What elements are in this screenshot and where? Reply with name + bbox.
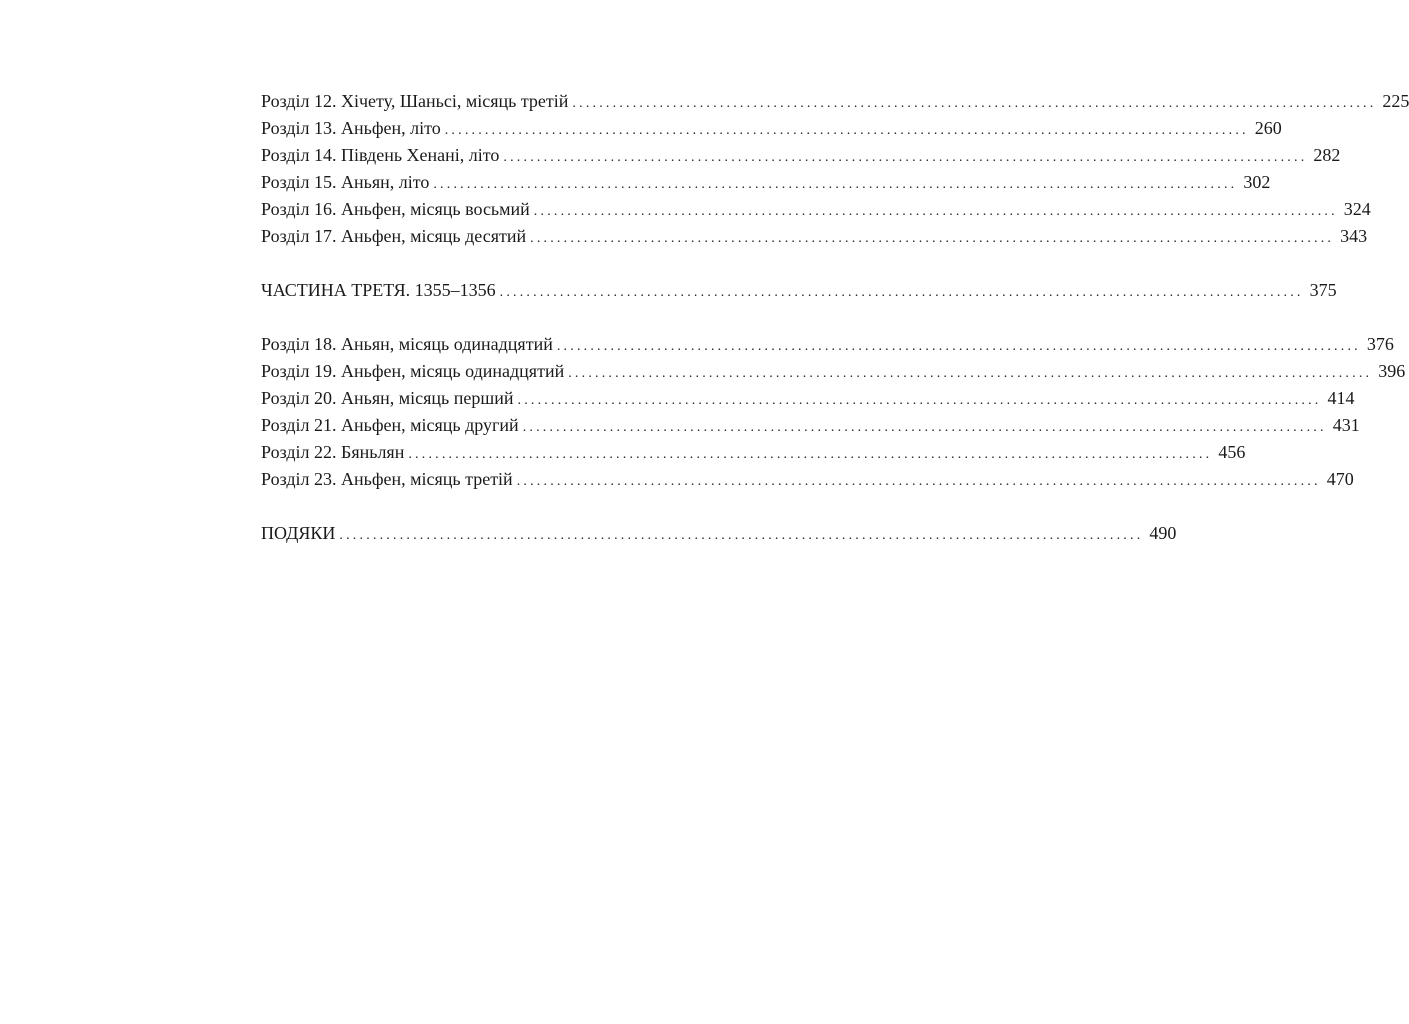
toc-entry (261, 223, 1368, 250)
toc-entry-page: 282 (1313, 145, 1341, 165)
toc-entry-title: Розділ 17. Аньфен, місяць десятий (261, 226, 527, 246)
toc-entry-page: 470 (1326, 469, 1354, 489)
toc-entry-page: 431 (1332, 415, 1360, 435)
toc-entry-page: 324 (1343, 199, 1371, 219)
toc-entry-title: Розділ 18. Аньян, місяць одинадцятий (261, 334, 553, 354)
dot-leader: ........................................................................................................................ (433, 177, 1238, 192)
toc-entry-page: 225 (1382, 91, 1409, 111)
dot-leader: ........................................................................................................................ (572, 96, 1377, 111)
toc-entry (261, 439, 1246, 466)
toc-entry (261, 142, 1341, 169)
toc-entry-title: Розділ 14. Південь Хенані, літо (261, 145, 500, 165)
dot-leader: ........................................................................................................................ (530, 231, 1335, 246)
toc-acknowledgements (261, 520, 1177, 547)
toc-entry-page: 396 (1378, 361, 1406, 381)
toc-entry-page: 414 (1327, 388, 1355, 408)
toc-entry-title: Розділ 16. Аньфен, місяць восьмий (261, 199, 530, 219)
dot-leader: ........................................................................................................................ (516, 474, 1321, 489)
toc-entry-page: 490 (1149, 523, 1177, 543)
toc-group (261, 331, 1406, 493)
toc-group (261, 277, 1337, 304)
toc-entry-title: Розділ 23. Аньфен, місяць третій (261, 469, 513, 489)
toc-entry-page: 375 (1309, 280, 1337, 300)
toc-entry-title: Розділ 19. Аньфен, місяць одинадцятий (261, 361, 565, 381)
toc-entry (261, 358, 1406, 385)
toc-entry (261, 196, 1371, 223)
toc-entry-title: Розділ 15. Аньян, літо (261, 172, 430, 192)
toc-entry (261, 466, 1354, 493)
toc-entry-page: 343 (1340, 226, 1368, 246)
dot-leader: ........................................................................................................................ (568, 366, 1373, 381)
toc-entry-page: 260 (1254, 118, 1282, 138)
toc-entry-title: ЧАСТИНА ТРЕТЯ. 1355–1356 (261, 280, 496, 300)
toc-entry (261, 169, 1271, 196)
toc-entry-page: 302 (1243, 172, 1271, 192)
toc-entry-title: Розділ 13. Аньфен, літо (261, 118, 441, 138)
dot-leader: ........................................................................................................................ (499, 285, 1304, 300)
dot-leader: ........................................................................................................................ (408, 447, 1213, 462)
toc-entry-page: 456 (1218, 442, 1246, 462)
dot-leader: ........................................................................................................................ (522, 420, 1327, 435)
toc-entry (261, 88, 1409, 115)
dot-leader: ........................................................................................................................ (556, 339, 1361, 354)
toc-entry-title: ПОДЯКИ (261, 523, 336, 543)
toc-entry (261, 115, 1282, 142)
dot-leader: ........................................................................................................................ (339, 528, 1144, 543)
toc-entry-title: Розділ 22. Бяньлян (261, 442, 405, 462)
toc-group (261, 88, 1409, 250)
dot-leader: ........................................................................................................................ (517, 393, 1322, 408)
toc-entry (261, 412, 1360, 439)
toc-entry-title: Розділ 12. Хічету, Шаньсі, місяць третій (261, 91, 569, 111)
toc-entry-title: Розділ 21. Аньфен, місяць другий (261, 415, 519, 435)
dot-leader: ........................................................................................................................ (503, 150, 1308, 165)
toc-entry (261, 385, 1355, 412)
toc-entry-title: Розділ 20. Аньян, місяць перший (261, 388, 514, 408)
toc-part-heading (261, 277, 1337, 304)
toc-entry (261, 331, 1394, 358)
toc-group (261, 520, 1177, 547)
dot-leader: ........................................................................................................................ (533, 204, 1338, 219)
dot-leader: ........................................................................................................................ (444, 123, 1249, 138)
toc-entry-page: 376 (1366, 334, 1394, 354)
table-of-contents (261, 88, 1409, 547)
